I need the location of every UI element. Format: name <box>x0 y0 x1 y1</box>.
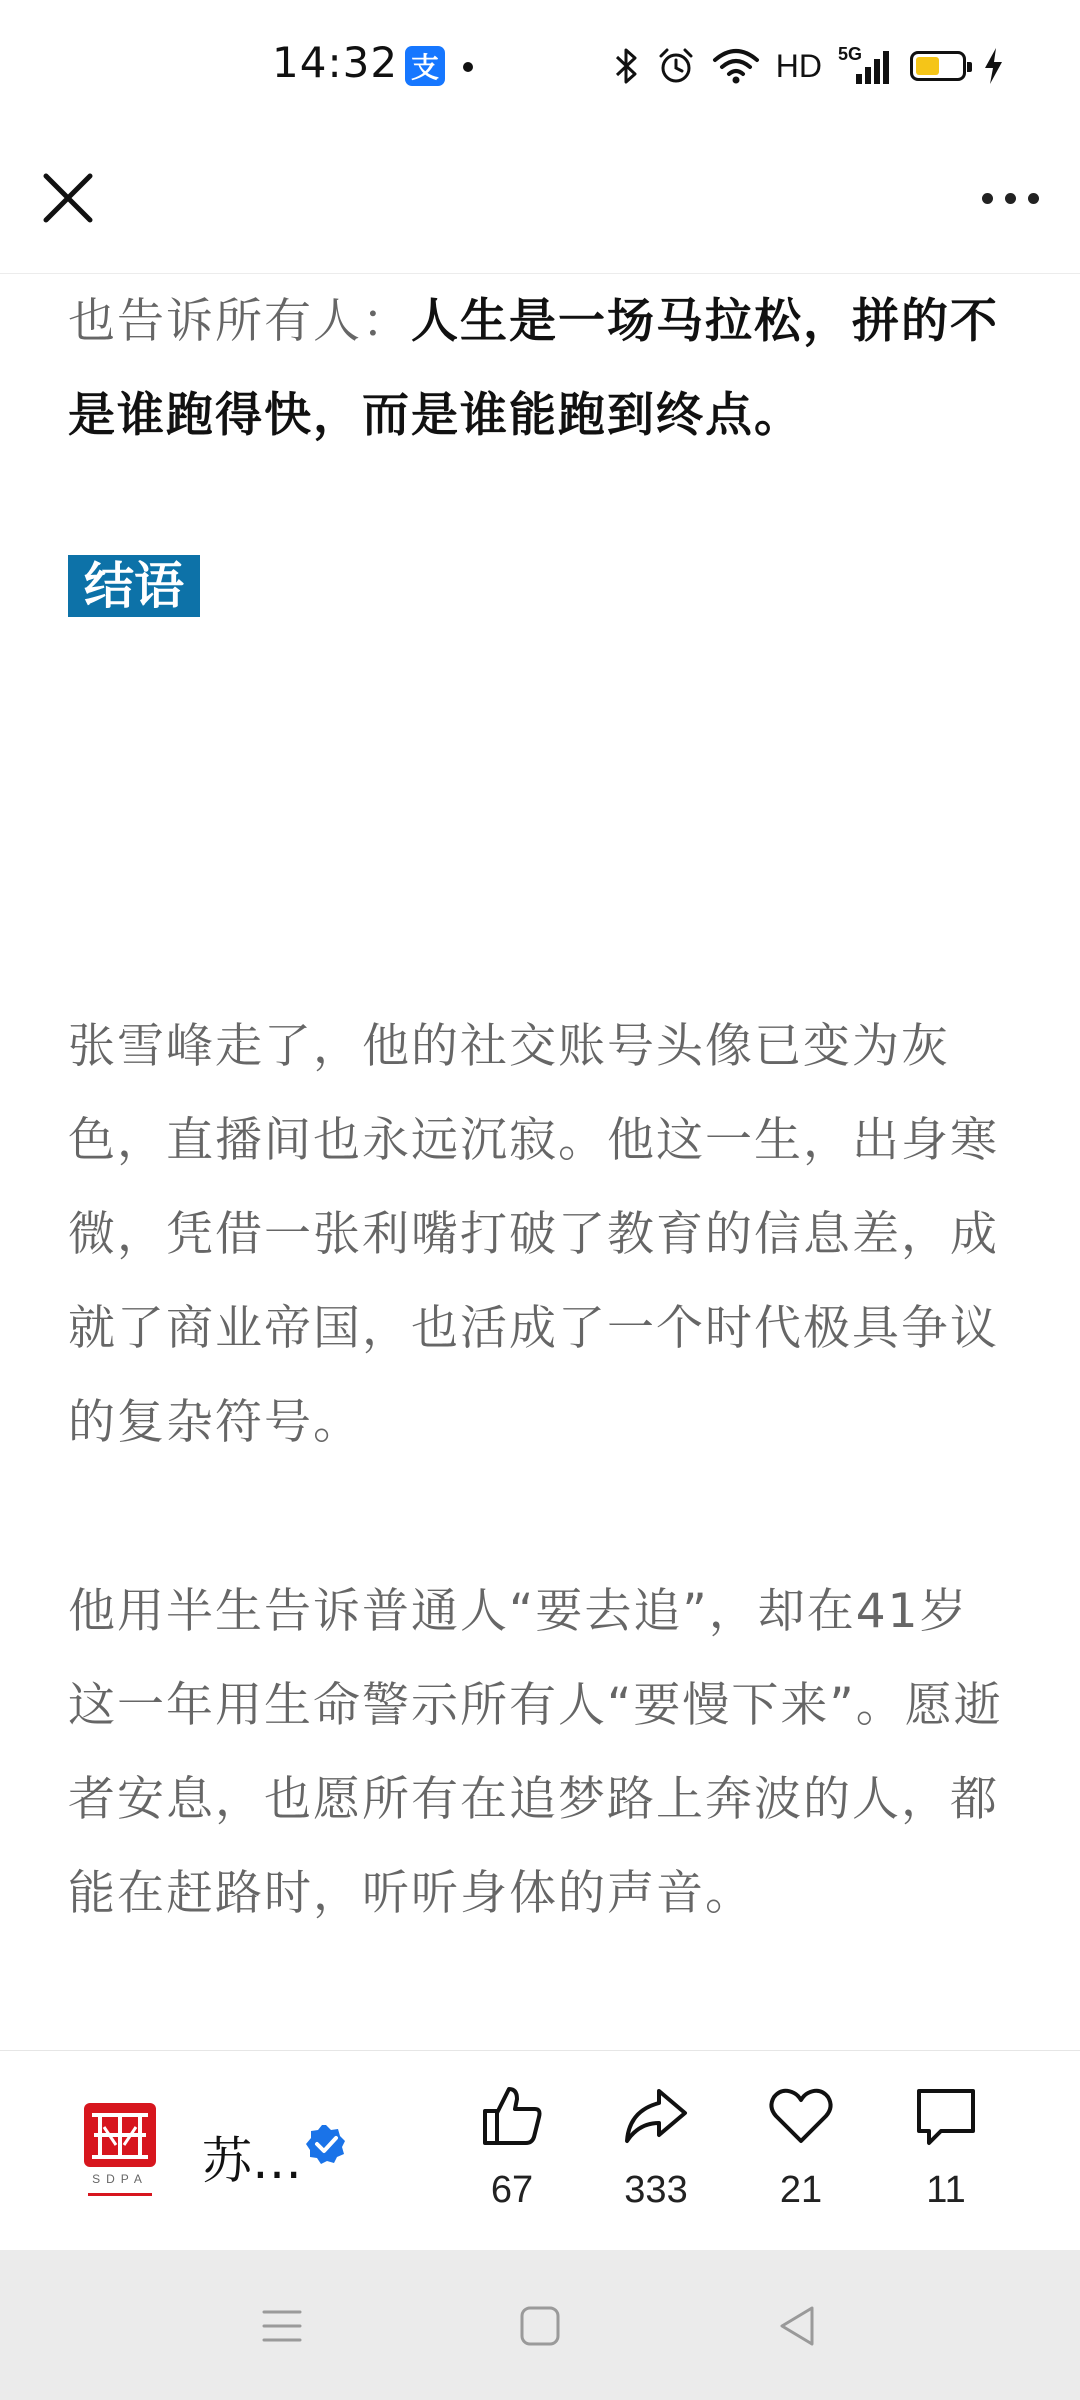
article-paragraph-1 <box>68 275 1012 463</box>
bottom-action-bar <box>0 2050 1080 2250</box>
charging-icon <box>982 46 1004 86</box>
status-time: 14:32 <box>272 38 399 87</box>
signal-5g-label: 5G <box>838 44 863 64</box>
system-nav-bar <box>0 2250 1080 2400</box>
article-body <box>68 275 1012 2050</box>
like-button[interactable] <box>462 2081 562 2231</box>
comment-count: 11 <box>926 2169 966 2211</box>
bluetooth-icon <box>614 46 640 86</box>
more-dot-3 <box>1028 193 1039 204</box>
comment-bubble-icon <box>911 2081 981 2151</box>
like-count: 67 <box>490 2169 534 2211</box>
alipay-notification-icon: 支 <box>405 46 445 86</box>
share-arrow-icon <box>621 2081 691 2151</box>
verified-badge-icon <box>305 2123 347 2165</box>
hd-indicator: HD <box>775 47 822 84</box>
menu-lines-icon[interactable] <box>252 2296 312 2356</box>
thumbs-up-icon <box>477 2081 547 2151</box>
account-name[interactable]: 苏… <box>202 2132 302 2190</box>
share-button[interactable] <box>606 2081 706 2231</box>
article-paragraph-3: 他用半生告诉普通人“要去追”，却在41岁这一年用生命警示所有人“要慢下来”。愿逝者安息，也愿所有在追梦路上奔波的人，都能在赶路时，听听身体的声音。 <box>68 1584 1003 1921</box>
top-nav-bar <box>0 136 1080 274</box>
share-count: 333 <box>624 2169 688 2211</box>
favorite-count: 21 <box>779 2169 823 2211</box>
heart-icon <box>766 2081 836 2151</box>
back-triangle-icon[interactable] <box>768 2296 828 2356</box>
article-paragraph-2: 张雪峰走了，他的社交账号头像已变为灰色，直播间也永远沉寂。他这一生，出身寒微，凭借一张利嘴打破了教育的信息差，成就了商业帝国，也活成了一个时代极具争议的复杂符号。 <box>68 1019 999 1450</box>
alarm-icon <box>656 46 696 86</box>
paragraph-1-bold: 人生是一场马拉松，拼的不是谁跑得快，而是谁能跑到终点。 <box>68 294 999 443</box>
more-dot-2 <box>1005 193 1016 204</box>
home-square-icon[interactable] <box>510 2296 570 2356</box>
paragraph-1-plain: 也告诉所有人： <box>68 294 411 349</box>
more-dot-1 <box>982 193 993 204</box>
section-heading: 结语 <box>68 555 200 617</box>
comment-button[interactable] <box>896 2081 996 2231</box>
signal-5g-icon <box>838 46 894 86</box>
account-logo-icon[interactable] <box>80 2097 160 2209</box>
favorite-button[interactable] <box>751 2081 851 2231</box>
battery-level <box>916 57 939 75</box>
wifi-icon <box>712 46 760 86</box>
notification-dot-icon <box>463 62 473 72</box>
status-indicators <box>614 44 1004 88</box>
close-icon <box>36 166 100 230</box>
svg-text:SDPA: SDPA <box>92 2172 148 2186</box>
battery-icon <box>910 51 966 81</box>
status-bar <box>0 0 1080 136</box>
more-options-button[interactable] <box>970 166 1050 230</box>
battery-tip <box>967 62 972 72</box>
close-button[interactable] <box>36 166 100 230</box>
